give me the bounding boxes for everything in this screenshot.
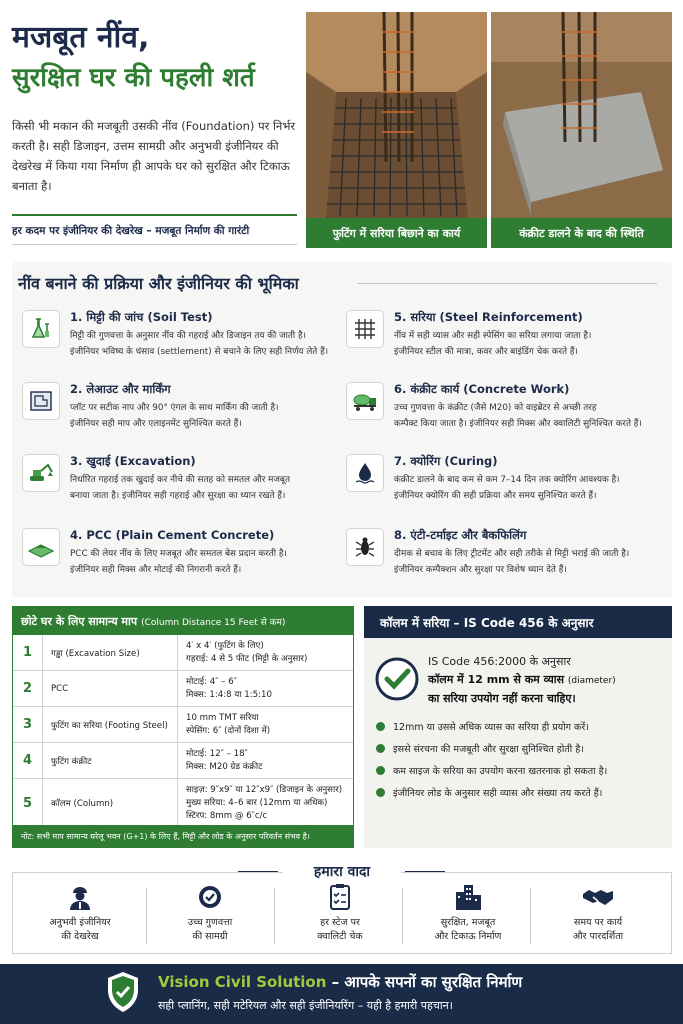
- rebar-mesh-icon: [346, 310, 384, 348]
- process-step: [18, 310, 344, 376]
- step-title: 7. क्योरिंग (Curing): [394, 454, 498, 468]
- rebar-pit-illustration: [306, 12, 487, 248]
- bullet-check-icon: [376, 744, 385, 753]
- row-number: 5: [13, 779, 43, 827]
- promise-label-line: की सामग्री: [192, 931, 228, 942]
- row-value: मोटाई: 4″ – 6″: [186, 676, 237, 687]
- quality-badge-icon: [146, 880, 274, 914]
- step-description: [70, 328, 350, 360]
- flask-icon: [22, 310, 60, 348]
- row-item: फुटिंग का सरिया (Footing Steel): [43, 707, 178, 742]
- step-title: 4. PCC (Plain Cement Concrete): [70, 528, 275, 542]
- promise-item: [276, 880, 404, 950]
- is-code-line3: का सरिया उपयोग नहीं करना चाहिए।: [428, 692, 576, 705]
- brand-name: Vision Civil Solution: [158, 973, 327, 991]
- hero-section: [0, 0, 683, 256]
- step-title: 1. मिट्टी की जांच (Soil Test): [70, 310, 213, 324]
- promise-label-line: की देखरेख: [61, 931, 99, 942]
- promise-label-line: सुरक्षित, मजबूत: [440, 917, 496, 928]
- promise-label: [16, 916, 144, 944]
- process-section: [12, 262, 672, 598]
- row-item: फुटिंग कंक्रीट: [43, 743, 178, 778]
- step-title: 5. सरिया (Steel Reinforcement): [394, 310, 583, 324]
- hero-title-line2: सुरक्षित घर की पहली शर्त: [12, 63, 255, 93]
- table-row: [13, 743, 353, 779]
- row-value: साइज़: 9″x9″ या 12″x9″ (डिजाइन के अनुसार): [186, 784, 343, 795]
- promise-label-line: क्वालिटी चेक: [317, 931, 363, 942]
- promise-title: हमारा वादा: [283, 858, 401, 884]
- step-line: PCC की लेयर नींव के लिए मजबूत और समतल बेस प्रदान करती है।: [70, 549, 287, 559]
- row-value: मोटाई: 12″ – 18″: [186, 748, 248, 759]
- handshake-icon: [534, 880, 662, 914]
- engineer-icon: [16, 880, 144, 914]
- building-icon: [404, 880, 532, 914]
- process-step: [342, 310, 668, 376]
- process-step: [18, 454, 344, 520]
- mixer-truck-icon: [346, 382, 384, 420]
- step-line: नींव में सही व्यास और सही स्पेसिंग का सरिया लगाया जाता है।: [394, 331, 592, 341]
- footer-banner: [0, 964, 683, 1024]
- is-code-line1: IS Code 456:2000 के अनुसार: [428, 655, 571, 668]
- hero-tagline: हर कदम पर इंजीनियर की देखरेख – मजबूत निर्माण की गारंटी: [12, 214, 297, 245]
- excavator-icon: [22, 454, 60, 492]
- concrete-pad-photo: [491, 12, 672, 248]
- table-row: [13, 635, 353, 671]
- step-line: इंजीनियर भविष्य के धंसाव (settlement) से बचाने के लिए सही निर्णय लेते हैं।: [70, 347, 329, 357]
- promise-label-line: उच्च गुणवत्ता: [187, 917, 233, 928]
- row-item: गड्ढा (Excavation Size): [43, 635, 178, 670]
- promise-label: [534, 916, 662, 944]
- footer-subline: सही प्लानिंग, सही मटेरियल और सही इंजीनियरिंग – यही है हमारी पहचान।: [158, 999, 453, 1012]
- row-value: मुख्य सरिया: 4–6 बार (12mm या अधिक): [186, 797, 328, 808]
- promise-item: [146, 880, 274, 950]
- step-line: इंजीनियर कम्पैक्शन और सुरक्षा पर विशेष ध्यान देते हैं।: [394, 565, 567, 575]
- step-line: कम्पैक्ट किया जाता है। इंजीनियर सही मिक्स और क्वालिटी सुनिश्चित करते हैं।: [394, 419, 642, 429]
- process-step: [18, 382, 344, 448]
- process-step: [342, 528, 668, 594]
- promise-divider: [530, 888, 531, 944]
- promise-label-line: समय पर कार्य: [573, 917, 623, 928]
- process-step: [342, 454, 668, 520]
- table-title: छोटे घर के लिए सामान्य माप: [21, 614, 138, 628]
- water-drop-icon: [346, 454, 384, 492]
- bullet-check-icon: [376, 722, 385, 731]
- bullet-text: इससे संरचना की मजबूती और सुरक्षा सुनिश्चित होती है।: [393, 744, 584, 755]
- concrete-pad-icon: [22, 528, 60, 566]
- row-value: गहराई: 4 से 5 फीट (मिट्टी के अनुसार): [186, 653, 308, 664]
- hero-paragraph: किसी भी मकान की मजबूती उसकी नींव (Foundation) पर निर्भर करती है। सही डिजाइन, उत्तम सामग्री और अनुभवी इंजीनियर की देखरेख में किया गया निर्माण ही आपके घर को सुरक्षित और टिकाऊ बनाता है।: [12, 119, 296, 193]
- promise-label-line: हर स्टेज पर: [320, 917, 360, 928]
- step-title: 2. लेआउट और मार्किंग: [70, 382, 171, 396]
- promise-label-line: अनुभवी इंजीनियर: [49, 917, 111, 928]
- row-number: 1: [13, 635, 43, 670]
- title-divider: [357, 283, 657, 284]
- row-values: [178, 743, 353, 778]
- step-line: दीमक से बचाव के लिए ट्रीटमेंट और सही तरीके से मिट्टी भराई की जाती है।: [394, 549, 630, 559]
- promise-label-line: और टिकाऊ निर्माण: [434, 931, 502, 942]
- row-value: मिक्स: 1:4:8 या 1:5:10: [186, 689, 272, 700]
- row-number: 4: [13, 743, 43, 778]
- table-row: [13, 707, 353, 743]
- step-line: बनाया जाता है। इंजीनियर सही गहराई और सुरक्षा का ध्यान रखते हैं।: [70, 491, 286, 501]
- step-description: [394, 400, 674, 432]
- bullet-item: [376, 764, 607, 777]
- row-value: मिक्स: M20 ग्रेड कंक्रीट: [186, 761, 263, 772]
- promise-title-rule: [238, 871, 278, 872]
- promise-item: [404, 880, 532, 950]
- row-value: 10 mm TMT सरिया: [186, 712, 259, 723]
- table-note: नोट: सभी माप सामान्य घरेलू भवन (G+1) के लिए हैं, मिट्टी और लोड के अनुसार परिवर्तन संभव है।: [13, 825, 353, 847]
- step-description: [70, 546, 350, 578]
- step-line: इंजीनियर क्योरिंग की सही प्रक्रिया और समय सुनिश्चित करते हैं।: [394, 491, 597, 501]
- row-value: स्टिरप: 8mm @ 6″c/c: [186, 810, 268, 821]
- bullet-text: इंजीनियर लोड के अनुसार सही व्यास और संख्या तय करते हैं।: [393, 788, 603, 799]
- promise-label: [276, 916, 404, 944]
- is-code-card: [364, 606, 672, 848]
- table-subtitle: (Column Distance 15 Feet से कम): [141, 617, 286, 628]
- bullet-check-icon: [376, 788, 385, 797]
- shield-check-icon: [104, 970, 142, 1014]
- hero-text: [12, 20, 297, 245]
- promise-divider: [402, 888, 403, 944]
- promise-label: [146, 916, 274, 944]
- step-description: [70, 400, 350, 432]
- row-item: कॉलम (Column): [43, 779, 178, 827]
- row-values: [178, 779, 353, 827]
- promise-title-rule: [405, 871, 445, 872]
- process-step: [18, 528, 344, 594]
- row-value: 4′ x 4′ (फुटिंग के लिए): [186, 640, 264, 651]
- bullet-check-icon: [376, 766, 385, 775]
- checkmark-badge-icon: [374, 656, 420, 702]
- step-line: कंक्रीट डालने के बाद कम से कम 7–14 दिन तक क्योरिंग आवश्यक है।: [394, 475, 620, 485]
- process-title: नींव बनाने की प्रक्रिया और इंजीनियर की भूमिका: [18, 274, 299, 293]
- promise-item: [16, 880, 144, 950]
- bullet-item: [376, 742, 584, 755]
- is-code-title: कॉलम में सरिया – IS Code 456 के अनुसार: [364, 606, 672, 638]
- blueprint-icon: [22, 382, 60, 420]
- footer-headline-rest: – आपके सपनों का सुरक्षित निर्माण: [326, 973, 523, 991]
- checklist-icon: [276, 880, 404, 914]
- step-line: इंजीनियर सही माप और एलाइनमेंट सुनिश्चित करते हैं।: [70, 419, 242, 429]
- is-code-diameter: (diameter): [567, 676, 616, 686]
- step-description: [394, 546, 674, 578]
- footing-rebar-photo: [306, 12, 487, 248]
- footer-headline: [158, 972, 522, 992]
- row-values: [178, 635, 353, 670]
- step-line: उच्च गुणवत्ता के कंक्रीट (जैसे M20) को वाइब्रेटर से अच्छी तरह: [394, 403, 597, 413]
- promise-item: [534, 880, 662, 950]
- concrete-pad-illustration: [491, 12, 672, 248]
- photo2-caption: कंक्रीट डालने के बाद की स्थिति: [491, 218, 672, 248]
- step-description: [394, 328, 674, 360]
- row-values: [178, 671, 353, 706]
- step-line: निर्धारित गहराई तक खुदाई कर नीचे की सतह को समतल और मजबूत: [70, 475, 290, 485]
- bullet-item: [376, 720, 589, 733]
- row-values: [178, 707, 353, 742]
- bullet-item: [376, 786, 602, 799]
- bullet-text: 12mm या उससे अधिक व्यास का सरिया ही प्रयोग करें।: [393, 722, 589, 733]
- step-description: [394, 472, 674, 504]
- step-line: इंजीनियर स्टील की मात्रा, कवर और बाइंडिंग चेक करते हैं।: [394, 347, 578, 357]
- promise-label-line: और पारदर्शिता: [572, 931, 624, 942]
- promise-label: [404, 916, 532, 944]
- process-step: [342, 382, 668, 448]
- step-title: 6. कंक्रीट कार्य (Concrete Work): [394, 382, 570, 396]
- table-header: [13, 607, 353, 635]
- promise-divider: [274, 888, 275, 944]
- step-title: 3. खुदाई (Excavation): [70, 454, 196, 468]
- table-row: [13, 671, 353, 707]
- row-value: स्पेसिंग: 6″ (दोनों दिशा में): [186, 725, 271, 736]
- step-title: 8. एंटी-टर्माइट और बैकफिलिंग: [394, 528, 527, 542]
- hero-title-line1: मजबूत नींव,: [12, 20, 150, 55]
- row-number: 3: [13, 707, 43, 742]
- step-line: इंजीनियर सही मिक्स और मोटाई की निगरानी करते हैं।: [70, 565, 242, 575]
- is-code-line2: [428, 672, 616, 687]
- bullet-text: कम साइज के सरिया का उपयोग करना खतरनाक हो सकता है।: [393, 766, 608, 777]
- step-line: प्लॉट पर सटीक नाप और 90° एंगल के साथ मार्किंग की जाती है।: [70, 403, 279, 413]
- step-line: मिट्टी की गुणवत्ता के अनुसार नींव की गहराई और डिजाइन तय की जाती है।: [70, 331, 306, 341]
- row-item: PCC: [43, 671, 178, 706]
- photo1-caption: फुटिंग में सरिया बिछाने का कार्य: [306, 218, 487, 248]
- is-code-emphasis: कॉलम में 12 mm से कम व्यास: [428, 673, 565, 686]
- termite-icon: [346, 528, 384, 566]
- row-number: 2: [13, 671, 43, 706]
- step-description: [70, 472, 350, 504]
- dimensions-table: [12, 606, 354, 848]
- table-row: [13, 779, 353, 827]
